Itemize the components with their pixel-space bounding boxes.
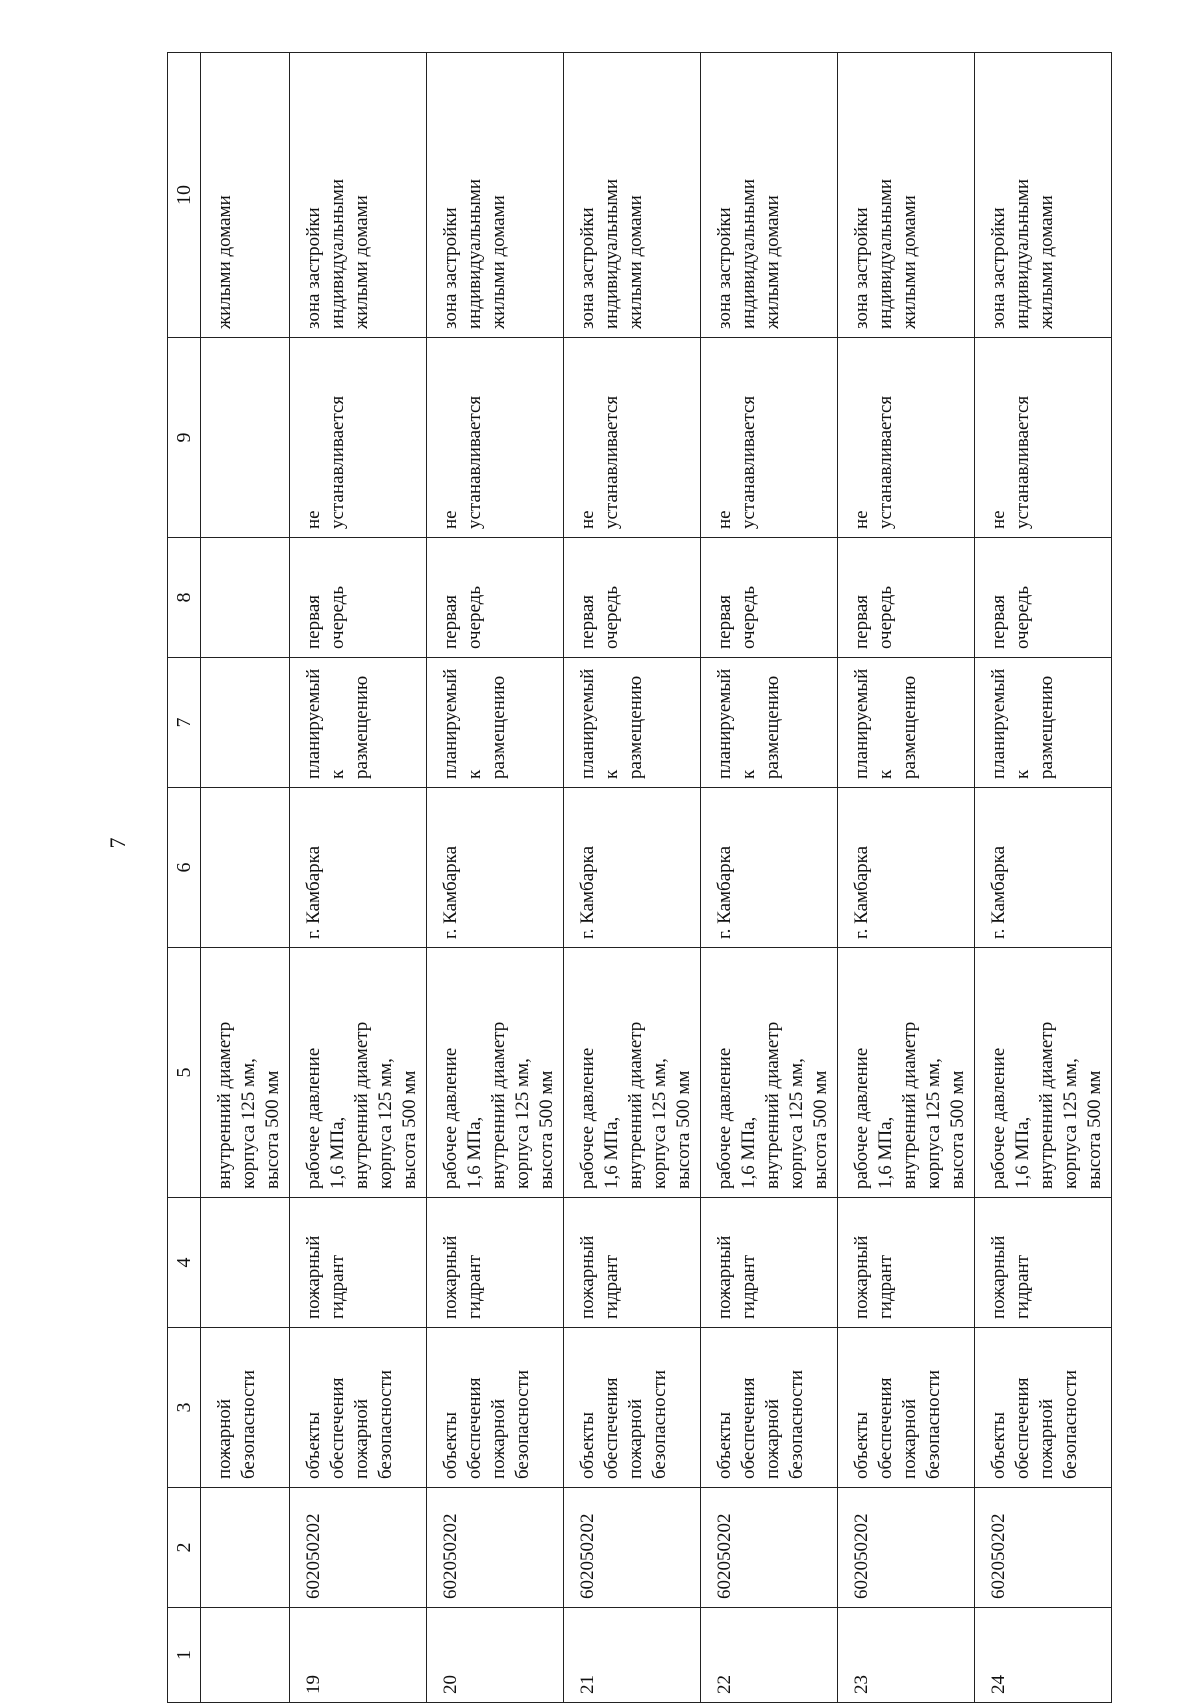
table-cell: планируемый к размещению	[838, 658, 975, 788]
table-row	[427, 53, 564, 1703]
table-row	[975, 53, 1112, 1703]
table-cell: рабочее давление 1,6 МПа, внутренний диаметр корпуса 125 мм, высота 500 мм	[427, 948, 564, 1198]
table-cell: зона застройки индивидуальными жилыми домами	[975, 53, 1112, 338]
table-row	[564, 53, 701, 1703]
table-cell	[201, 1198, 290, 1328]
table-cell: объекты обеспечения пожарной безопасности	[701, 1328, 838, 1488]
table-cell	[201, 1488, 290, 1608]
table-cell: 602050202	[701, 1488, 838, 1608]
table-container	[167, 53, 1105, 1703]
table-cell: объекты обеспечения пожарной безопасности	[975, 1328, 1112, 1488]
column-header: 3	[168, 1328, 201, 1488]
table-cell: 23	[838, 1608, 975, 1703]
table-cell: планируемый к размещению	[975, 658, 1112, 788]
table-cell: не устанавливается	[701, 338, 838, 538]
table-cell: г. Камбарка	[290, 788, 427, 948]
table-cell: объекты обеспечения пожарной безопасности	[564, 1328, 701, 1488]
table-cell: не устанавливается	[564, 338, 701, 538]
table-cell: планируемый к размещению	[427, 658, 564, 788]
table-cell: пожарный гидрант	[701, 1198, 838, 1328]
table-cell: 19	[290, 1608, 427, 1703]
table-cell: рабочее давление 1,6 МПа, внутренний диаметр корпуса 125 мм, высота 500 мм	[838, 948, 975, 1198]
table-cell: 24	[975, 1608, 1112, 1703]
table-cell: пожарный гидрант	[838, 1198, 975, 1328]
table-cell: пожарный гидрант	[564, 1198, 701, 1328]
table-cell: не устанавливается	[427, 338, 564, 538]
continuation-row	[201, 53, 290, 1703]
table-cell	[201, 658, 290, 788]
table-cell: первая очередь	[838, 538, 975, 658]
table-cell: г. Камбарка	[701, 788, 838, 948]
table-cell: рабочее давление 1,6 МПа, внутренний диаметр корпуса 125 мм, высота 500 мм	[701, 948, 838, 1198]
table-cell	[201, 788, 290, 948]
table-cell: 22	[701, 1608, 838, 1703]
table-cell: не устанавливается	[290, 338, 427, 538]
table-cell: г. Камбарка	[975, 788, 1112, 948]
table-row	[838, 53, 975, 1703]
table-cell: не устанавливается	[975, 338, 1112, 538]
table-cell: зона застройки индивидуальными жилыми домами	[564, 53, 701, 338]
table-cell: планируемый к размещению	[290, 658, 427, 788]
table-cell: г. Камбарка	[427, 788, 564, 948]
table-cell: зона застройки индивидуальными жилыми домами	[427, 53, 564, 338]
table-cell: зона застройки индивидуальными жилыми домами	[838, 53, 975, 338]
column-header: 4	[168, 1198, 201, 1328]
table-cell: первая очередь	[290, 538, 427, 658]
column-header: 9	[168, 338, 201, 538]
column-header: 8	[168, 538, 201, 658]
table-cell	[201, 338, 290, 538]
table-cell: 602050202	[564, 1488, 701, 1608]
table-cell: 602050202	[975, 1488, 1112, 1608]
table-cell: первая очередь	[427, 538, 564, 658]
table-cell: рабочее давление 1,6 МПа, внутренний диаметр корпуса 125 мм, высота 500 мм	[290, 948, 427, 1198]
table-cell: 602050202	[427, 1488, 564, 1608]
table-cell: планируемый к размещению	[701, 658, 838, 788]
table-cell: не устанавливается	[838, 338, 975, 538]
table-cell: г. Камбарка	[564, 788, 701, 948]
column-header: 2	[168, 1488, 201, 1608]
table-cell: внутренний диаметр корпуса 125 мм, высота 500 мм	[201, 948, 290, 1198]
table-cell	[201, 538, 290, 658]
table-cell: планируемый к размещению	[564, 658, 701, 788]
table-cell: 20	[427, 1608, 564, 1703]
table-row	[701, 53, 838, 1703]
table-row	[290, 53, 427, 1703]
table-cell: пожарный гидрант	[975, 1198, 1112, 1328]
header-row	[168, 53, 201, 1703]
table-cell: рабочее давление 1,6 МПа, внутренний диаметр корпуса 125 мм, высота 500 мм	[564, 948, 701, 1198]
column-header: 6	[168, 788, 201, 948]
table-cell: пожарный гидрант	[290, 1198, 427, 1328]
fire-hydrant-table	[167, 52, 1112, 1703]
table-cell	[201, 1608, 290, 1703]
table-cell: 602050202	[290, 1488, 427, 1608]
table-cell: объекты обеспечения пожарной безопасности	[838, 1328, 975, 1488]
column-header: 10	[168, 53, 201, 338]
table-cell: пожарный гидрант	[427, 1198, 564, 1328]
table-cell: рабочее давление 1,6 МПа, внутренний диаметр корпуса 125 мм, высота 500 мм	[975, 948, 1112, 1198]
table-cell: 602050202	[838, 1488, 975, 1608]
column-header: 1	[168, 1608, 201, 1703]
table-cell: г. Камбарка	[838, 788, 975, 948]
table-cell: зона застройки индивидуальными жилыми домами	[290, 53, 427, 338]
column-header: 5	[168, 948, 201, 1198]
column-header: 7	[168, 658, 201, 788]
table-cell: объекты обеспечения пожарной безопасности	[427, 1328, 564, 1488]
table-cell: объекты обеспечения пожарной безопасности	[290, 1328, 427, 1488]
table-cell: 21	[564, 1608, 701, 1703]
table-cell: пожарной безопасности	[201, 1328, 290, 1488]
table-cell: первая очередь	[564, 538, 701, 658]
table-cell: первая очередь	[701, 538, 838, 658]
table-cell: первая очередь	[975, 538, 1112, 658]
page-number: 7	[105, 837, 130, 849]
table-cell: зона застройки индивидуальными жилыми домами	[701, 53, 838, 338]
table-cell: жилыми домами	[201, 53, 290, 338]
